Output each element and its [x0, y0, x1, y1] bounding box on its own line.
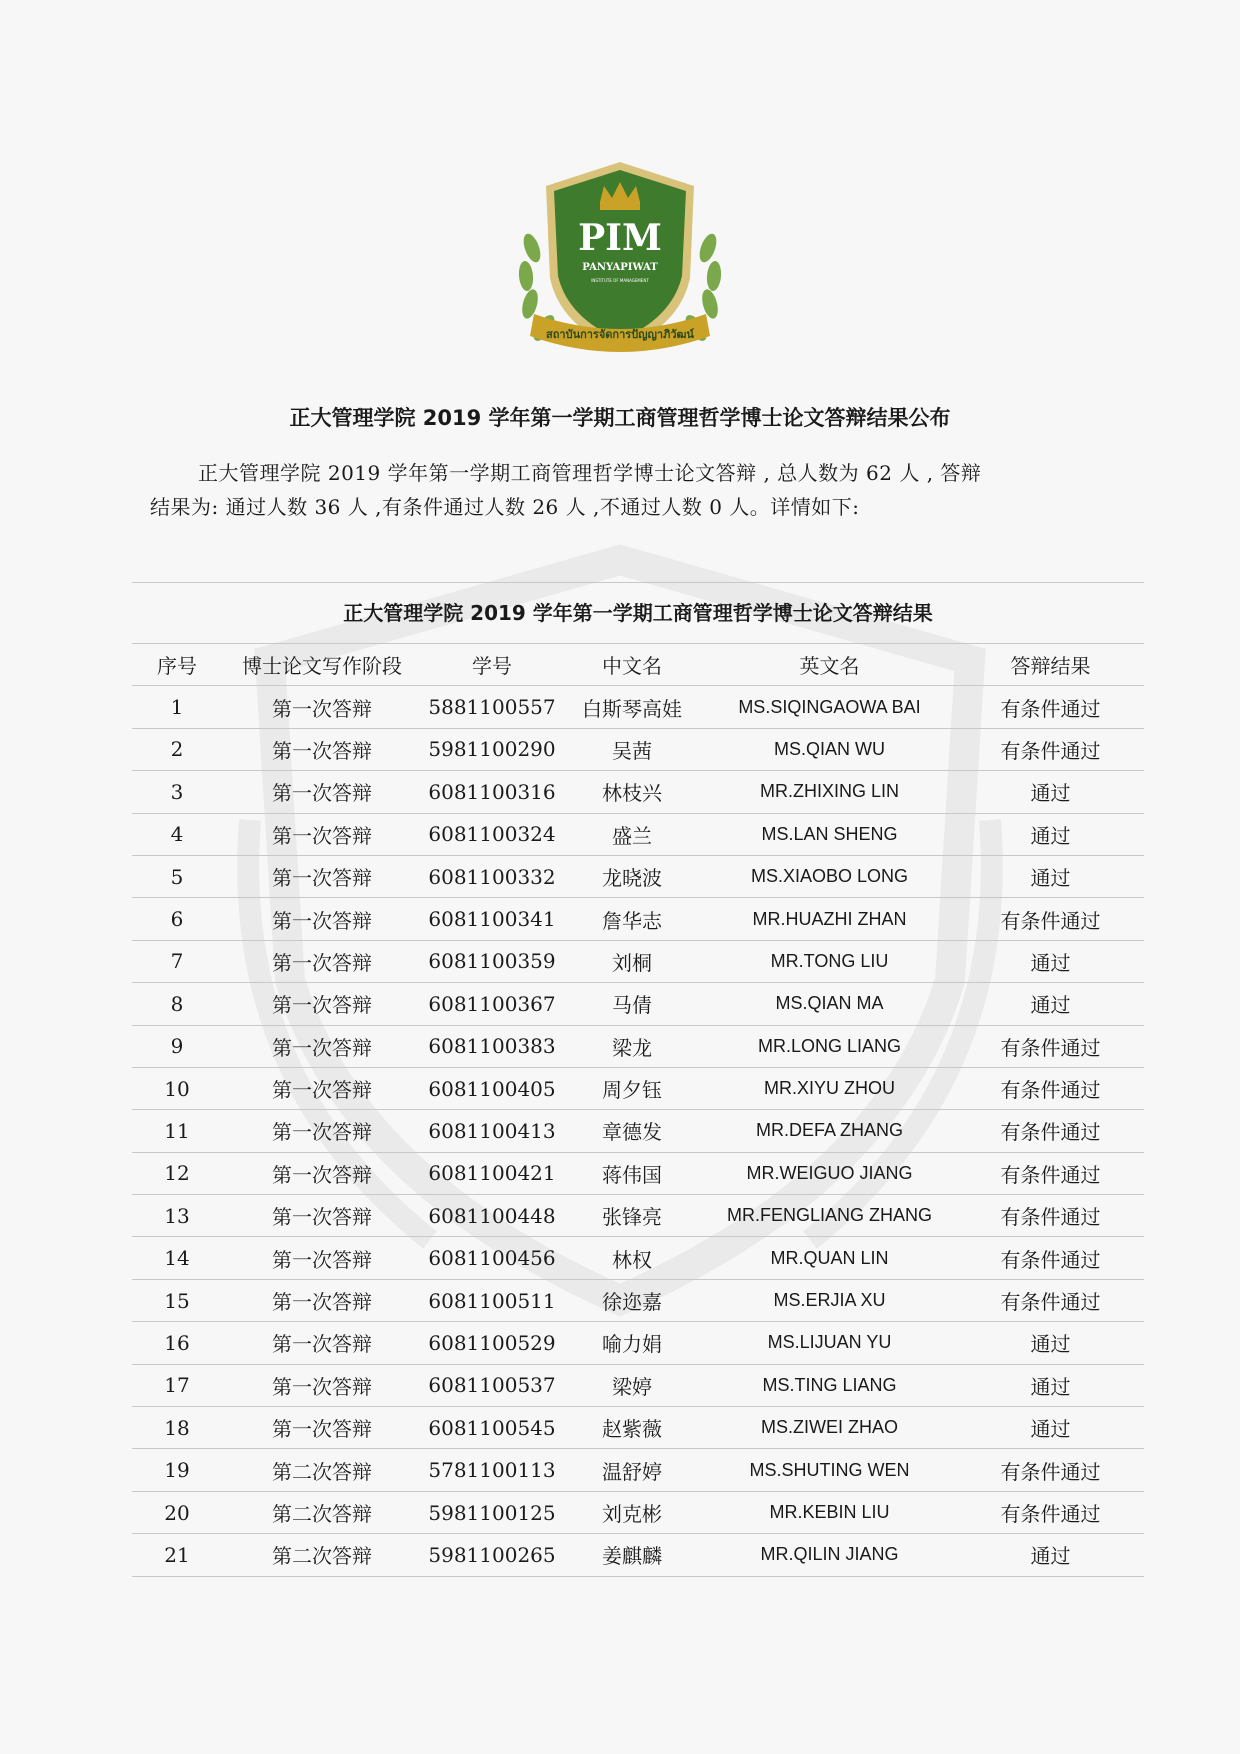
- cell-student-id: 6081100511: [422, 1279, 562, 1321]
- header-result: 答辩结果: [957, 644, 1144, 686]
- svg-text:PIM: PIM: [578, 217, 662, 259]
- cell-index: 16: [132, 1322, 222, 1364]
- cell-index: 8: [132, 983, 222, 1025]
- table-row: [132, 686, 1144, 728]
- cell-student-id: 6081100324: [422, 813, 562, 855]
- intro-line-2: 结果为: 通过人数 36 人 ,有条件通过人数 26 人 ,不通过人数 0 人。详情如下:: [150, 495, 860, 519]
- cell-student-id: 5781100113: [422, 1449, 562, 1491]
- cell-student-id: 6081100332: [422, 855, 562, 897]
- cell-english-name: MS.TING LIANG: [702, 1364, 957, 1406]
- cell-english-name: MR.KEBIN LIU: [702, 1491, 957, 1533]
- cell-student-id: 5981100125: [422, 1491, 562, 1533]
- svg-text:สถาบันการจัดการปัญญาภิวัฒน์: สถาบันการจัดการปัญญาภิวัฒน์: [546, 328, 694, 341]
- cell-result: 有条件通过: [957, 1152, 1144, 1194]
- cell-stage: 第一次答辩: [222, 686, 422, 728]
- cell-index: 13: [132, 1195, 222, 1237]
- cell-chinese-name: 梁婷: [562, 1364, 702, 1406]
- cell-index: 19: [132, 1449, 222, 1491]
- cell-stage: 第一次答辩: [222, 1279, 422, 1321]
- cell-stage: 第一次答辩: [222, 1195, 422, 1237]
- cell-index: 2: [132, 728, 222, 770]
- header-chinese-name: 中文名: [562, 644, 702, 686]
- cell-chinese-name: 姜麒麟: [562, 1534, 702, 1576]
- cell-student-id: 5981100265: [422, 1534, 562, 1576]
- cell-english-name: MS.ERJIA XU: [702, 1279, 957, 1321]
- cell-stage: 第一次答辩: [222, 1110, 422, 1152]
- cell-result: 有条件通过: [957, 1195, 1144, 1237]
- cell-english-name: MS.LAN SHENG: [702, 813, 957, 855]
- cell-student-id: 6081100341: [422, 898, 562, 940]
- cell-index: 20: [132, 1491, 222, 1533]
- cell-english-name: MR.LONG LIANG: [702, 1025, 957, 1067]
- cell-english-name: MR.FENGLIANG ZHANG: [702, 1195, 957, 1237]
- cell-result: 有条件通过: [957, 1449, 1144, 1491]
- cell-student-id: 6081100448: [422, 1195, 562, 1237]
- cell-stage: 第二次答辩: [222, 1449, 422, 1491]
- table-row: [132, 1025, 1144, 1067]
- cell-english-name: MR.QUAN LIN: [702, 1237, 957, 1279]
- cell-result: 通过: [957, 855, 1144, 897]
- intro-paragraph: [150, 456, 1080, 524]
- table-header-row: [132, 644, 1144, 686]
- cell-chinese-name: 张锋亮: [562, 1195, 702, 1237]
- cell-student-id: 6081100421: [422, 1152, 562, 1194]
- cell-index: 18: [132, 1407, 222, 1449]
- svg-text:INSTITUTE OF MANAGEMENT: INSTITUTE OF MANAGEMENT: [591, 278, 649, 283]
- cell-result: 通过: [957, 813, 1144, 855]
- cell-stage: 第一次答辩: [222, 1322, 422, 1364]
- header-english-name: 英文名: [702, 644, 957, 686]
- cell-index: 3: [132, 771, 222, 813]
- cell-english-name: MS.ZIWEI ZHAO: [702, 1407, 957, 1449]
- cell-stage: 第一次答辩: [222, 940, 422, 982]
- cell-stage: 第一次答辩: [222, 1025, 422, 1067]
- header-student-id: 学号: [422, 644, 562, 686]
- cell-chinese-name: 周夕钰: [562, 1067, 702, 1109]
- cell-index: 21: [132, 1534, 222, 1576]
- cell-index: 5: [132, 855, 222, 897]
- cell-stage: 第一次答辩: [222, 813, 422, 855]
- cell-result: 有条件通过: [957, 1279, 1144, 1321]
- cell-english-name: MS.SHUTING WEN: [702, 1449, 957, 1491]
- cell-student-id: 6081100413: [422, 1110, 562, 1152]
- cell-stage: 第一次答辩: [222, 728, 422, 770]
- cell-stage: 第二次答辩: [222, 1491, 422, 1533]
- table-caption: 正大管理学院 2019 学年第一学期工商管理哲学博士论文答辩结果: [132, 582, 1144, 643]
- cell-index: 17: [132, 1364, 222, 1406]
- table-row: [132, 1534, 1144, 1576]
- header-index: 序号: [132, 644, 222, 686]
- pim-logo: [512, 158, 728, 368]
- cell-chinese-name: 盛兰: [562, 813, 702, 855]
- cell-english-name: MS.XIAOBO LONG: [702, 855, 957, 897]
- cell-result: 有条件通过: [957, 1491, 1144, 1533]
- cell-chinese-name: 温舒婷: [562, 1449, 702, 1491]
- cell-english-name: MR.DEFA ZHANG: [702, 1110, 957, 1152]
- cell-chinese-name: 刘克彬: [562, 1491, 702, 1533]
- cell-index: 4: [132, 813, 222, 855]
- cell-result: 有条件通过: [957, 1237, 1144, 1279]
- cell-student-id: 6081100529: [422, 1322, 562, 1364]
- cell-chinese-name: 徐迩嘉: [562, 1279, 702, 1321]
- cell-chinese-name: 林枝兴: [562, 771, 702, 813]
- table-row: [132, 1491, 1144, 1533]
- cell-result: 有条件通过: [957, 686, 1144, 728]
- cell-chinese-name: 赵紫薇: [562, 1407, 702, 1449]
- table-row: [132, 898, 1144, 940]
- page-title: 正大管理学院 2019 学年第一学期工商管理哲学博士论文答辩结果公布: [289, 406, 951, 430]
- cell-english-name: MR.TONG LIU: [702, 940, 957, 982]
- cell-index: 9: [132, 1025, 222, 1067]
- cell-student-id: 6081100537: [422, 1364, 562, 1406]
- cell-chinese-name: 白斯琴高娃: [562, 686, 702, 728]
- table-row: [132, 1237, 1144, 1279]
- cell-result: 通过: [957, 1534, 1144, 1576]
- cell-student-id: 6081100359: [422, 940, 562, 982]
- cell-english-name: MS.QIAN MA: [702, 983, 957, 1025]
- cell-index: 10: [132, 1067, 222, 1109]
- cell-stage: 第二次答辩: [222, 1534, 422, 1576]
- cell-result: 有条件通过: [957, 728, 1144, 770]
- cell-index: 14: [132, 1237, 222, 1279]
- cell-stage: 第一次答辩: [222, 1237, 422, 1279]
- cell-student-id: 5881100557: [422, 686, 562, 728]
- cell-chinese-name: 章德发: [562, 1110, 702, 1152]
- cell-chinese-name: 龙晓波: [562, 855, 702, 897]
- cell-stage: 第一次答辩: [222, 983, 422, 1025]
- cell-english-name: MR.WEIGUO JIANG: [702, 1152, 957, 1194]
- table-row: [132, 813, 1144, 855]
- cell-index: 12: [132, 1152, 222, 1194]
- cell-result: 有条件通过: [957, 1025, 1144, 1067]
- cell-chinese-name: 刘桐: [562, 940, 702, 982]
- table-row: [132, 1279, 1144, 1321]
- cell-stage: 第一次答辩: [222, 771, 422, 813]
- table-row: [132, 728, 1144, 770]
- cell-result: 通过: [957, 771, 1144, 813]
- cell-chinese-name: 蒋伟国: [562, 1152, 702, 1194]
- table-row: [132, 940, 1144, 982]
- cell-result: 有条件通过: [957, 1067, 1144, 1109]
- table-row: [132, 1322, 1144, 1364]
- table-row: [132, 771, 1144, 813]
- cell-chinese-name: 林权: [562, 1237, 702, 1279]
- cell-student-id: 6081100456: [422, 1237, 562, 1279]
- table-row: [132, 1449, 1144, 1491]
- cell-english-name: MR.QILIN JIANG: [702, 1534, 957, 1576]
- cell-stage: 第一次答辩: [222, 855, 422, 897]
- cell-chinese-name: 吴茜: [562, 728, 702, 770]
- cell-chinese-name: 马倩: [562, 983, 702, 1025]
- cell-student-id: 6081100383: [422, 1025, 562, 1067]
- cell-result: 有条件通过: [957, 1110, 1144, 1152]
- cell-result: 通过: [957, 1322, 1144, 1364]
- cell-result: 通过: [957, 940, 1144, 982]
- cell-chinese-name: 梁龙: [562, 1025, 702, 1067]
- table-row: [132, 1110, 1144, 1152]
- header-stage: 博士论文写作阶段: [222, 644, 422, 686]
- cell-english-name: MR.XIYU ZHOU: [702, 1067, 957, 1109]
- table-row: [132, 1407, 1144, 1449]
- cell-result: 有条件通过: [957, 898, 1144, 940]
- cell-english-name: MR.ZHIXING LIN: [702, 771, 957, 813]
- cell-english-name: MS.SIQINGAOWA BAI: [702, 686, 957, 728]
- cell-english-name: MS.LIJUAN YU: [702, 1322, 957, 1364]
- cell-english-name: MS.QIAN WU: [702, 728, 957, 770]
- cell-index: 6: [132, 898, 222, 940]
- cell-stage: 第一次答辩: [222, 898, 422, 940]
- cell-english-name: MR.HUAZHI ZHAN: [702, 898, 957, 940]
- intro-line-1: 正大管理学院 2019 学年第一学期工商管理哲学博士论文答辩 , 总人数为 62 人 , 答辩: [198, 461, 982, 485]
- cell-student-id: 5981100290: [422, 728, 562, 770]
- table-row: [132, 1364, 1144, 1406]
- cell-stage: 第一次答辩: [222, 1364, 422, 1406]
- cell-result: 通过: [957, 1407, 1144, 1449]
- table-row: [132, 1067, 1144, 1109]
- cell-student-id: 6081100367: [422, 983, 562, 1025]
- cell-result: 通过: [957, 1364, 1144, 1406]
- table-row: [132, 1152, 1144, 1194]
- cell-student-id: 6081100405: [422, 1067, 562, 1109]
- cell-stage: 第一次答辩: [222, 1407, 422, 1449]
- svg-text:PANYAPIWAT: PANYAPIWAT: [582, 262, 658, 273]
- table-row: [132, 983, 1144, 1025]
- cell-student-id: 6081100545: [422, 1407, 562, 1449]
- table-row: [132, 855, 1144, 897]
- cell-index: 11: [132, 1110, 222, 1152]
- cell-student-id: 6081100316: [422, 771, 562, 813]
- cell-result: 通过: [957, 983, 1144, 1025]
- cell-stage: 第一次答辩: [222, 1152, 422, 1194]
- cell-stage: 第一次答辩: [222, 1067, 422, 1109]
- cell-chinese-name: 詹华志: [562, 898, 702, 940]
- cell-chinese-name: 喻力娟: [562, 1322, 702, 1364]
- table-row: [132, 1195, 1144, 1237]
- cell-index: 7: [132, 940, 222, 982]
- cell-index: 15: [132, 1279, 222, 1321]
- results-table: [132, 582, 1144, 1577]
- cell-index: 1: [132, 686, 222, 728]
